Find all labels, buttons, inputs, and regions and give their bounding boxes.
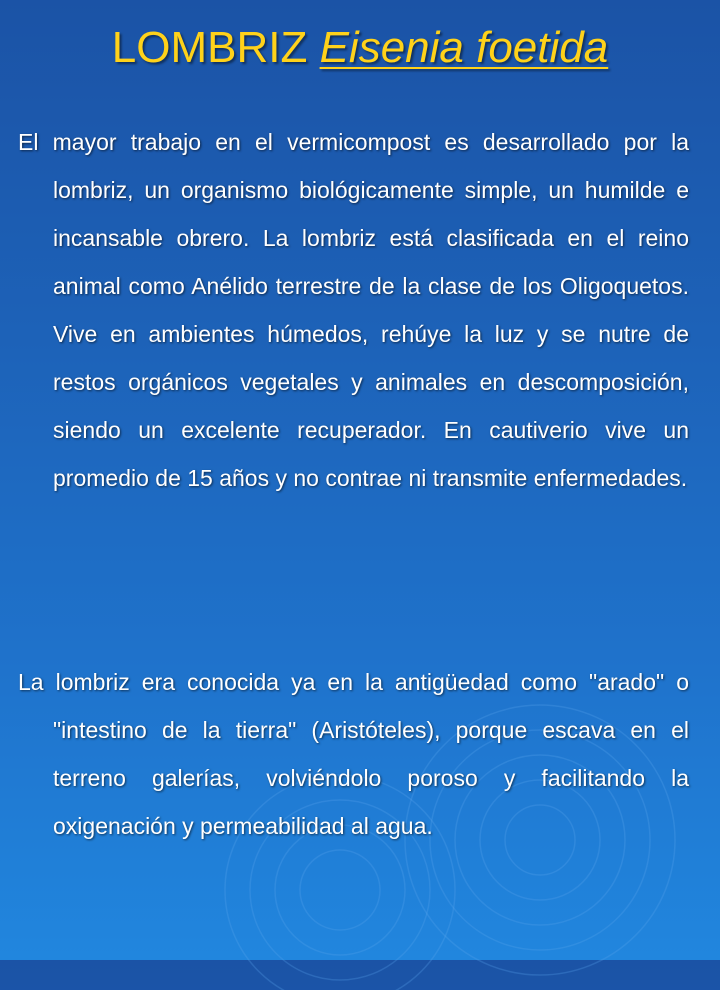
paragraph-1: El mayor trabajo en el vermicompost es desarrollado por la lombriz, un organismo biológicamente simple, un humilde e incansable obrero. La lombriz está clasificada en el reino animal como Anélido terrestre de la clase de los Oligoquetos. Vive en ambientes húmedos, rehúye la luz y se nutre de restos orgánicos vegetales y animales en descomposición, siendo un excelente recuperador. En cautiverio vive un promedio de 15 años y no contrae ni transmite enfermedades. (18, 129, 689, 491)
title-main: LOMBRIZ (111, 23, 308, 72)
title-scientific-name: Eisenia foetida (319, 23, 609, 72)
paragraph-2: La lombriz era conocida ya en la antigüedad como "arado" o "intestino de la tierra" (Aristóteles), porque escava en el terreno galerías, volviéndolo poroso y facilitando la oxigenación y permeabilidad al agua. (18, 669, 689, 839)
slide-title (0, 20, 720, 76)
